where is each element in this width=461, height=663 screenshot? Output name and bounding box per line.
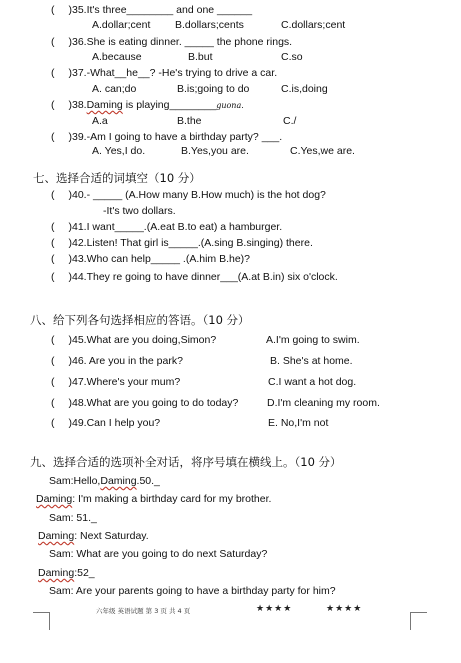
dialog-line-4: Daming: Next Saturday. bbox=[38, 530, 149, 542]
dialog-line-6: Daming:52_ bbox=[38, 567, 95, 579]
answer-paren[interactable]: ( bbox=[51, 376, 55, 388]
answer-paren[interactable]: ( bbox=[51, 417, 55, 429]
answer-paren[interactable]: ( bbox=[51, 221, 55, 233]
q44: ( )44.They re going to have dinner___(A.at B.in) six o'clock. bbox=[51, 271, 338, 283]
section-8-title: 八、给下列各句选择相应的答语。（10 分） bbox=[30, 313, 250, 327]
q39-option-b: B.Yes,you are. bbox=[181, 145, 249, 157]
answer-a: A.I'm going to swim. bbox=[266, 334, 360, 346]
answer-paren[interactable]: ( bbox=[51, 271, 55, 283]
name-daming: Daming bbox=[36, 493, 73, 505]
answer-paren[interactable]: ( bbox=[51, 334, 55, 346]
q37-option-c: C.is,doing bbox=[281, 83, 328, 95]
q39: ( )39.-Am I going to have a birthday party? ___. bbox=[51, 131, 283, 143]
section-9-title: 九、选择合适的选项补全对话，将序号填在横线上。（10 分） bbox=[30, 455, 342, 469]
q40-reply: -It's two dollars. bbox=[103, 205, 176, 217]
q39-option-a: A. Yes,I do. bbox=[92, 145, 146, 157]
name-daming: Daming bbox=[86, 99, 123, 111]
q42: ( )42.Listen! That girl is_____.(A.sing B.singing) there. bbox=[51, 237, 313, 249]
dialog-line-3: Sam: 51._ bbox=[49, 512, 97, 524]
q49: ( )49.Can I help you? bbox=[51, 417, 161, 429]
q35-option-c: C.dollars;cent bbox=[281, 19, 346, 31]
handwritten-word: guona. bbox=[216, 101, 244, 110]
crop-mark-left-v bbox=[49, 612, 50, 630]
dialog-line-7: Sam: Are your parents going to have a birthday party for him? bbox=[49, 585, 336, 597]
q40: ( )40.- _____ (A.How many B.How much) is the hot dog? bbox=[51, 189, 326, 201]
answer-c: C.I want a hot dog. bbox=[268, 376, 357, 388]
crop-mark-left-h bbox=[33, 612, 50, 613]
q45: ( )45.What are you doing,Simon? bbox=[51, 334, 217, 346]
q36-option-a: A.because bbox=[92, 51, 142, 63]
q38-option-a: A.a bbox=[92, 115, 108, 127]
watermark-stamp-2: ★★★★ bbox=[326, 604, 363, 614]
answer-paren[interactable]: ( bbox=[51, 355, 55, 367]
crop-mark-right-h bbox=[410, 612, 427, 613]
answer-d: D.I'm cleaning my room. bbox=[267, 397, 380, 409]
q43: ( )43.Who can help_____ .(A.him B.he)? bbox=[51, 253, 251, 265]
answer-paren[interactable]: ( bbox=[51, 131, 55, 143]
name-daming: Daming bbox=[38, 567, 75, 579]
section-7-title: 七、选择合适的词填空（10 分） bbox=[33, 171, 201, 185]
answer-e: E. No,I'm not bbox=[268, 417, 329, 429]
q38-option-c: C./ bbox=[283, 115, 297, 127]
watermark-stamp-1: ★★★★ bbox=[256, 604, 293, 614]
answer-paren[interactable]: ( bbox=[51, 237, 55, 249]
q41: ( )41.I want_____.(A.eat B.to eat) a hamburger. bbox=[51, 221, 283, 233]
answer-paren[interactable]: ( bbox=[51, 36, 55, 48]
q37-option-b: B.is;going to do bbox=[177, 83, 250, 95]
answer-paren[interactable]: ( bbox=[51, 67, 55, 79]
q35-option-b: B.dollars;cents bbox=[175, 19, 244, 31]
name-daming: Daming bbox=[38, 530, 75, 542]
crop-mark-right-v bbox=[410, 612, 411, 630]
dialog-line-1: Sam:Hello,Daming.50._ bbox=[49, 475, 160, 487]
q36: ( )36.She is eating dinner. _____ the phone rings. bbox=[51, 36, 293, 48]
q48: ( )48.What are you going to do today? bbox=[51, 397, 239, 409]
answer-paren[interactable]: ( bbox=[51, 253, 55, 265]
dialog-line-5: Sam: What are you going to do next Saturday? bbox=[49, 548, 268, 560]
q38: ( )38.Daming is playing________guona. bbox=[51, 99, 244, 111]
q47: ( )47.Where's your mum? bbox=[51, 376, 181, 388]
q37-option-a: A. can;do bbox=[92, 83, 137, 95]
q35-option-a: A.dollar;cent bbox=[92, 19, 151, 31]
q35: ( )35.It's three________ and one ______ bbox=[51, 4, 253, 16]
answer-b: B. She's at home. bbox=[270, 355, 353, 367]
q46: ( )46. Are you in the park? bbox=[51, 355, 183, 367]
name-daming: Daming bbox=[100, 475, 137, 487]
page-footer: 六年级 英语试题 第 3 页 共 4 页 bbox=[96, 607, 191, 615]
q39-option-c: C.Yes,we are. bbox=[290, 145, 355, 157]
dialog-line-2: Daming: I'm making a birthday card for my brother. bbox=[36, 493, 272, 505]
q38-option-b: B.the bbox=[177, 115, 202, 127]
q36-option-c: C.so bbox=[281, 51, 303, 63]
q36-option-b: B.but bbox=[188, 51, 213, 63]
answer-paren[interactable]: ( bbox=[51, 189, 55, 201]
q37: ( )37.-What__he__? -He's trying to drive a car. bbox=[51, 67, 278, 79]
answer-paren[interactable]: ( bbox=[51, 4, 55, 16]
answer-paren[interactable]: ( bbox=[51, 99, 55, 111]
answer-paren[interactable]: ( bbox=[51, 397, 55, 409]
